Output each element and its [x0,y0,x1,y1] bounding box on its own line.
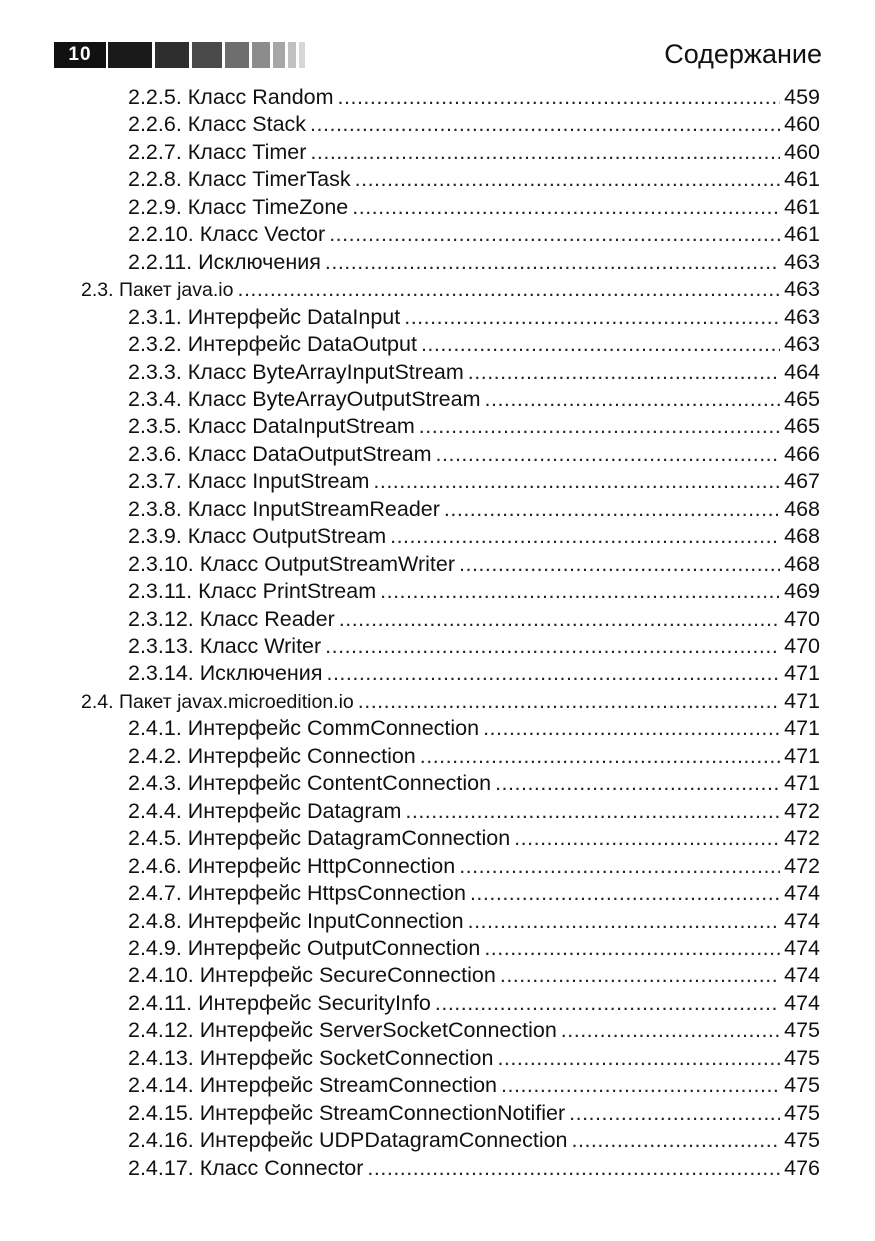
toc-entry[interactable] [128,359,820,386]
running-title: Содержание [664,39,822,69]
dot-leader [485,386,781,413]
toc-entry-title: 2.2.7. Класс Timer [128,139,307,164]
toc-entry-page: 463 [784,304,820,329]
dot-leader [404,304,780,331]
toc-entry-page: 474 [784,935,820,960]
toc-entry-title: 2.3.1. Интерфейс DataInput [128,304,401,329]
toc-entry-title: 2.4.4. Интерфейс Datagram [128,798,402,823]
dot-leader [390,523,780,550]
toc-entry-title: 2.4.12. Интерфейс ServerSocketConnection [128,1018,557,1043]
toc-entry[interactable] [128,633,820,660]
toc-entry-page: 474 [784,990,820,1015]
toc-entry-title: 2.4.5. Интерфейс DatagramConnection [128,826,511,851]
toc-entry-title: 2.4. Пакет javax.microedition.io [81,690,354,713]
toc-entry-title: 2.3.4. Класс ByteArrayOutputStream [128,386,481,411]
toc-entry-page: 463 [784,332,820,357]
toc-entry[interactable] [81,276,820,303]
toc-entry-title: 2.2.9. Класс TimeZone [128,194,349,219]
header-bar [108,42,152,68]
toc-entry[interactable] [128,880,820,907]
dot-leader [358,688,780,715]
toc-entry[interactable] [128,908,820,935]
toc-entry[interactable] [128,249,820,276]
toc-entry-page: 460 [784,112,820,137]
toc-entry-page: 470 [784,634,820,658]
dot-leader [561,1017,780,1044]
dot-leader [468,359,780,386]
dot-leader [405,798,780,825]
dot-leader [484,935,780,962]
dot-leader [421,331,780,358]
toc-entry-page: 475 [784,1128,820,1153]
page-number: 10 [54,42,106,68]
toc-entry-title: 2.4.15. Интерфейс StreamConnectionNotifier [128,1100,566,1125]
toc-entry-title: 2.3.10. Класс OutputStreamWriter [128,551,455,576]
toc-entry-page: 465 [784,386,820,411]
dot-leader [572,1127,781,1154]
toc-entry-page: 461 [784,167,820,192]
header-bar [192,42,222,68]
dot-leader [459,853,780,880]
dot-leader [444,496,780,523]
dot-leader [420,743,780,770]
header-bar [155,42,189,68]
toc-entry-page: 468 [784,496,820,521]
toc-entry-page: 472 [784,853,820,878]
toc-entry-title: 2.3.5. Класс DataInputStream [128,414,415,439]
toc-entry-title: 2.2.11. Исключения [128,249,321,274]
toc-entry-title: 2.2.10. Класс Vector [128,222,326,247]
header-bar [299,42,305,68]
header-bar [273,42,285,68]
toc-entry-title: 2.4.6. Интерфейс HttpConnection [128,853,456,878]
dot-leader [355,166,781,193]
toc-entry-title: 2.3.14. Исключения [128,661,323,686]
dot-leader [501,1072,780,1099]
toc-entry[interactable] [128,962,820,989]
toc-entry[interactable] [81,688,820,715]
toc-entry-title: 2.4.8. Интерфейс InputConnection [128,908,464,933]
toc-entry[interactable] [128,1072,820,1099]
toc-entry[interactable] [128,1155,820,1182]
toc-entry[interactable] [128,386,820,413]
dot-leader [310,139,780,166]
toc-entry[interactable] [128,990,820,1017]
toc-entry-title: 2.3.9. Класс OutputStream [128,524,387,549]
dot-leader [435,990,780,1017]
toc-entry-title: 2.3.11. Класс PrintStream [128,579,377,604]
toc-entry[interactable] [128,331,820,358]
toc-entry[interactable] [128,468,820,495]
toc-entry-title: 2.2.6. Класс Stack [128,112,307,137]
toc-entry-page: 472 [784,826,820,851]
toc-entry-title: 2.4.11. Интерфейс SecurityInfo [128,990,431,1015]
toc-entry-title: 2.4.14. Интерфейс StreamConnection [128,1073,498,1098]
toc-entry[interactable] [128,84,820,111]
toc-entry-page: 461 [784,222,820,247]
toc-entry-page: 460 [784,139,820,164]
toc-entry[interactable] [128,853,820,880]
dot-leader [514,825,780,852]
toc-entry[interactable] [128,715,820,742]
toc-entry-title: 2.4.7. Интерфейс HttpsConnection [128,881,466,906]
toc-entry-page: 463 [784,249,820,274]
toc-entry[interactable] [128,413,820,440]
toc-entry-page: 474 [784,881,820,906]
toc-entry-title: 2.2.5. Класс Random [128,85,334,109]
dot-leader [419,413,780,440]
toc-entry-title: 2.4.16. Интерфейс UDPDatagramConnection [128,1128,568,1153]
dot-leader [339,606,780,633]
toc-entry[interactable] [128,798,820,825]
toc-entry[interactable] [128,770,820,797]
toc-entry[interactable] [128,111,820,138]
header-bar [252,42,270,68]
dot-leader [500,962,780,989]
toc-entry[interactable] [128,1100,820,1127]
dot-leader [329,221,780,248]
toc-entry-page: 471 [784,771,820,796]
dot-leader [380,578,780,605]
dot-leader [326,660,780,687]
header-bar [225,42,249,68]
toc-entry[interactable] [128,660,820,687]
dot-leader [569,1100,780,1127]
toc-entry[interactable] [128,221,820,248]
dot-leader [325,249,780,276]
dot-leader [470,880,780,907]
toc-entry[interactable] [128,743,820,770]
toc-entry[interactable] [128,825,820,852]
toc-entry-title: 2.3. Пакет java.io [81,279,234,302]
dot-leader [495,770,780,797]
toc-entry-title: 2.4.9. Интерфейс OutputConnection [128,935,481,960]
toc-entry[interactable] [128,606,820,633]
toc-entry-page: 476 [784,1155,820,1180]
toc-entry-title: 2.4.13. Интерфейс SocketConnection [128,1045,494,1070]
toc-entry-title: 2.3.13. Класс Writer [128,634,322,658]
dot-leader [367,1155,780,1182]
toc-entry-title: 2.3.2. Интерфейс DataOutput [128,332,417,357]
toc-entry-page: 468 [784,551,820,576]
toc-entry-title: 2.3.3. Класс ByteArrayInputStream [128,359,464,384]
dot-leader [483,715,780,742]
toc-entry-page: 464 [784,359,820,384]
toc-entry[interactable] [128,1017,820,1044]
toc-entry-title: 2.4.17. Класс Connector [128,1155,364,1180]
dot-leader [373,468,780,495]
dot-leader [325,633,780,660]
toc-entry-page: 474 [784,908,820,933]
toc-entry-page: 471 [784,743,820,768]
toc-entry-page: 472 [784,798,820,823]
toc-entry[interactable] [128,523,820,550]
toc-entry[interactable] [128,935,820,962]
toc-entry-page: 461 [784,194,820,219]
dot-leader [352,194,780,221]
toc-entry[interactable] [128,304,820,331]
toc-entry-page: 468 [784,524,820,549]
dot-leader [468,908,781,935]
header-bar [288,42,296,68]
toc-entry[interactable] [128,1045,820,1072]
toc-entry-page: 469 [784,579,820,604]
page-header [54,40,822,70]
toc-entry-title: 2.4.10. Интерфейс SecureConnection [128,963,496,988]
toc-entry[interactable] [128,194,820,221]
toc-entry-page: 467 [784,469,820,494]
toc-entry-title: 2.4.3. Интерфейс ContentConnection [128,771,492,796]
dot-leader [497,1045,780,1072]
toc-entry-page: 474 [784,963,820,988]
toc-entry-title: 2.4.1. Интерфейс CommConnection [128,716,480,741]
dot-leader [338,84,781,111]
toc-entry-page: 475 [784,1100,820,1125]
toc-entry-title: 2.3.8. Класс InputStreamReader [128,496,440,521]
toc-entry-page: 471 [784,716,820,741]
toc-entry[interactable] [128,441,820,468]
toc-entry[interactable] [128,166,820,193]
toc-entry-title: 2.3.6. Класс DataOutputStream [128,441,432,466]
toc-entry-page: 475 [784,1073,820,1098]
dot-leader [237,276,780,303]
toc-entry-title: 2.3.12. Класс Reader [128,606,335,631]
toc-entry[interactable] [128,551,820,578]
toc-entry-page: 463 [784,277,820,302]
toc-entry-page: 465 [784,414,820,439]
toc-entry[interactable] [128,496,820,523]
toc-entry-page: 470 [784,606,820,631]
toc-entry-title: 2.2.8. Класс TimerTask [128,167,351,192]
toc-entry-title: 2.3.7. Класс InputStream [128,469,370,494]
toc-entry-page: 475 [784,1045,820,1070]
toc-entry-page: 471 [784,688,820,713]
dot-leader [436,441,781,468]
toc-entry-page: 466 [784,441,820,466]
toc-entry-page: 471 [784,661,820,686]
dot-leader [459,551,780,578]
toc-entry[interactable] [128,139,820,166]
toc-entry-page: 475 [784,1018,820,1043]
toc-entry-page: 459 [784,85,820,109]
dot-leader [310,111,780,138]
toc-entry-title: 2.4.2. Интерфейс Connection [128,743,416,768]
toc-entry[interactable] [128,578,820,605]
toc-entry[interactable] [128,1127,820,1154]
